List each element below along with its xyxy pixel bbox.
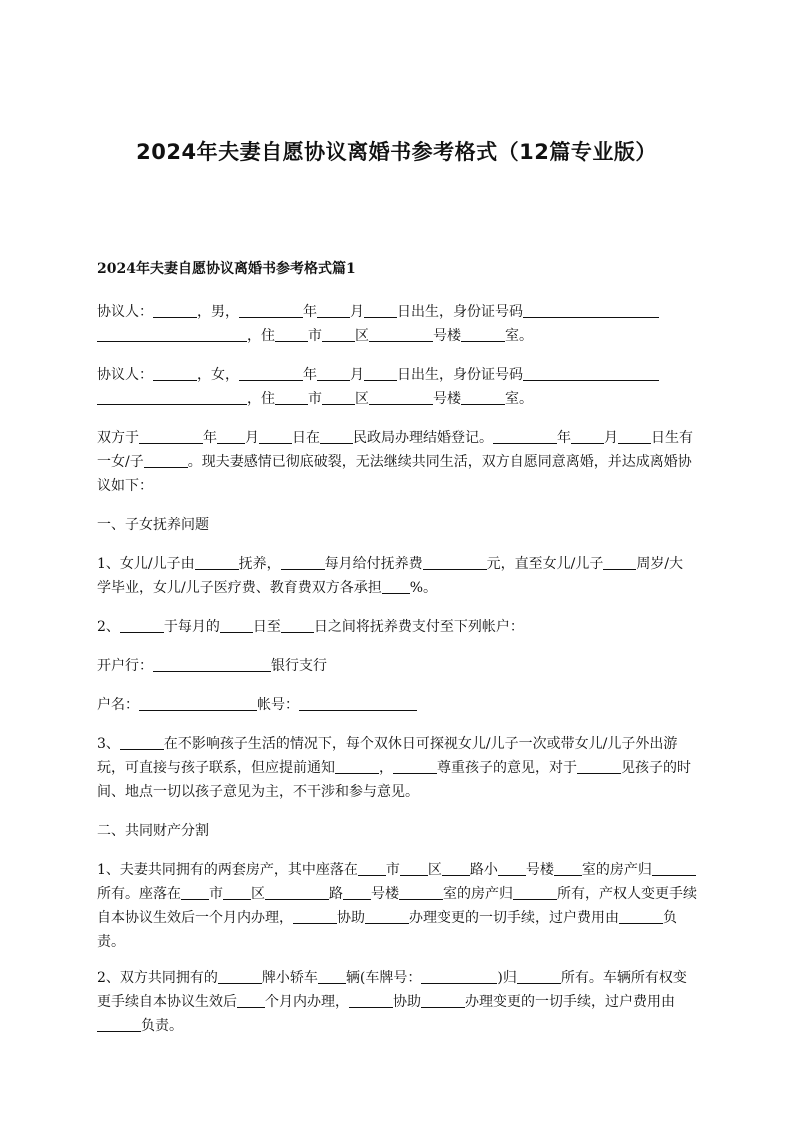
blank: [120, 618, 164, 633]
blank: [322, 390, 355, 405]
blank: [281, 555, 325, 570]
blank: [493, 429, 557, 444]
blank: [523, 303, 659, 318]
blank: [265, 885, 329, 900]
property-clause-2: 2、双方共同拥有的 牌小轿车 辆(车牌号： )归 所有。车辆所有权变更手续自本协议生效后 个月内办理， 协助 办理变更的一切手续，过户费用由负责。: [97, 970, 687, 1034]
document-title: 2024年夫妻自愿协议离婚书参考格式（12篇专业版）: [136, 140, 657, 164]
marriage-paragraph: 双方于 年 月 日在 民政局办理结婚登记。 年 月 日生有一女/子 。现夫妻感情已彻底破裂，无法继续共同生活，双方自愿同意离婚，并达成离婚协议如下：: [97, 430, 693, 494]
blank: [275, 327, 308, 342]
blank: [335, 759, 379, 774]
blank: [619, 909, 663, 924]
child-clause-3: 3、 在不影响孩子生活的情况下，每个双休日可探视女儿/儿子一次或带女儿/儿子外出游玩，可直接与孩子联系，但应提前通知 ， 尊重孩子的意见，对于 见孩子的时间、地点一切以孩子意见为主，不干涉和参与意见。: [97, 736, 691, 800]
document-body: [97, 258, 697, 1050]
blank: [144, 453, 188, 468]
blank: [442, 861, 470, 876]
blank: [382, 579, 410, 594]
blank: [369, 327, 433, 342]
blank: [421, 993, 465, 1008]
party2-paragraph: 协议人： ，女， 年 月 日出生，身份证号码，住 市 区 号楼 室。: [97, 363, 697, 411]
blank: [97, 390, 247, 405]
blank: [153, 303, 197, 318]
blank: [343, 885, 371, 900]
blank: [358, 861, 386, 876]
blank: [523, 366, 659, 381]
blank: [259, 429, 292, 444]
blank: [554, 861, 582, 876]
child-clause-1: 1、女儿/儿子由 抚养， 每月给付抚养费 元，直至女儿/儿子 周岁/大学毕业，女儿/儿子医疗费、教育费双方各承担 %。: [97, 556, 684, 596]
property-clause-1: 1、夫妻共同拥有的两套房产，其中座落在 市 区 路小 号楼 室的房产归所有。座落在 市 区 路 号楼 室的房产归 所有，产权人变更手续自本协议生效后一个月内办理， 协助 办理变更的一切手续，过户费用由 负责。: [97, 862, 697, 950]
blank: [461, 390, 505, 405]
blank: [393, 759, 437, 774]
blank: [275, 390, 308, 405]
blank: [97, 327, 247, 342]
blank: [571, 429, 604, 444]
blank: [318, 969, 346, 984]
blank: [293, 909, 337, 924]
blank: [217, 429, 245, 444]
blank: [513, 885, 557, 900]
blank: [281, 618, 314, 633]
blank: [364, 303, 397, 318]
blank: [223, 885, 251, 900]
blank: [220, 618, 253, 633]
section-title: 2024年夫妻自愿协议离婚书参考格式篇1: [97, 261, 356, 277]
blank: [365, 909, 409, 924]
heading-property: 二、共同财产分割: [97, 823, 209, 839]
blank: [421, 969, 497, 984]
blank: [322, 327, 355, 342]
blank: [603, 555, 636, 570]
account-line: 户名： 帐号：: [97, 693, 697, 717]
party1-paragraph: 协议人： ，男， 年 月 日出生，身份证号码，住 市 区 号楼 室。: [97, 300, 697, 348]
blank: [195, 555, 239, 570]
blank: [218, 969, 262, 984]
blank: [517, 969, 561, 984]
blank: [239, 366, 303, 381]
blank: [618, 429, 651, 444]
blank: [317, 303, 350, 318]
child-clause-2: 2、 于每月的 日至 日之间将抚养费支付至下列帐户：: [97, 619, 524, 635]
blank: [299, 696, 417, 711]
blank: [423, 555, 487, 570]
blank: [349, 993, 393, 1008]
blank: [139, 429, 203, 444]
blank: [237, 993, 265, 1008]
blank: [652, 861, 696, 876]
blank: [120, 735, 164, 750]
heading-child-support: 一、子女抚养问题: [97, 517, 209, 533]
blank: [364, 366, 397, 381]
blank: [369, 390, 433, 405]
blank: [320, 429, 353, 444]
blank: [400, 861, 428, 876]
blank: [498, 861, 526, 876]
blank: [139, 696, 257, 711]
blank: [153, 366, 197, 381]
blank: [577, 759, 621, 774]
blank: [181, 885, 209, 900]
blank: [239, 303, 303, 318]
blank: [399, 885, 443, 900]
bank-line: 开户行： 银行支行: [97, 658, 327, 674]
blank: [317, 366, 350, 381]
blank: [461, 327, 505, 342]
blank: [153, 657, 271, 672]
blank: [97, 1017, 141, 1032]
